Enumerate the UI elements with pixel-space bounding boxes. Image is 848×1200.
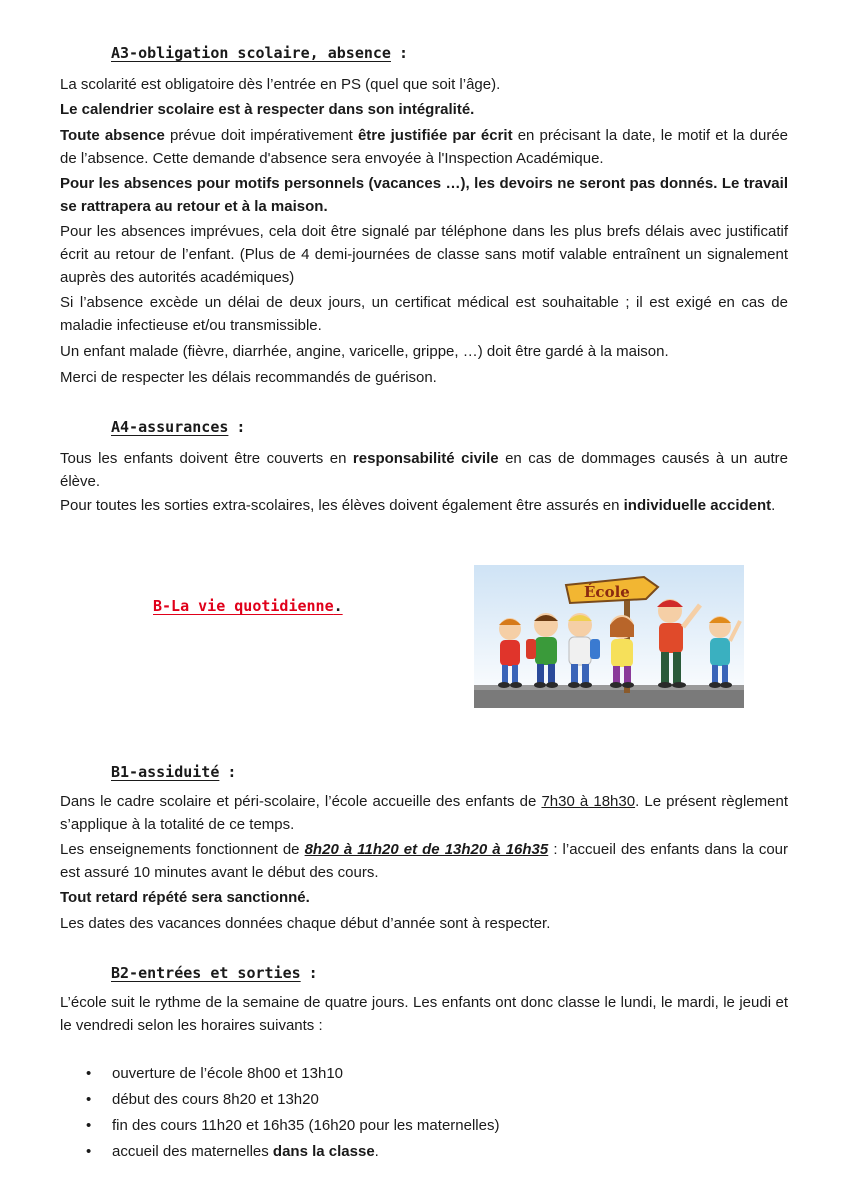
paragraph (60, 494, 788, 517)
paragraph: Un enfant malade (fièvre, diarrhée, angine, varicelle, grippe, …) doit être gardé à la maison. (60, 343, 669, 360)
heading-colon: : (398, 44, 408, 62)
text: Dans le cadre scolaire et péri-scolaire, l’école accueille des enfants de (60, 793, 542, 810)
heading-b (153, 597, 343, 615)
paragraph: Merci de respecter les délais recommandés de guérison. (60, 369, 437, 386)
list-item-text: ouverture de l’école 8h00 et 13h10 (112, 1065, 344, 1082)
bullet: • (86, 1065, 92, 1082)
list-item-text: début des cours 8h20 et 13h20 (112, 1091, 319, 1108)
paragraph: Si l’absence excède un délai de deux jours, un certificat médical est souhaitable ; il est exigé en cas de maladie infectieuse et/ou transmissible. (60, 294, 788, 334)
sign-text: École (584, 583, 630, 601)
school-children-illustration (474, 565, 744, 708)
text: en cas de dommages causés à un autre élève. (60, 450, 789, 490)
bullet: • (86, 1091, 92, 1108)
paragraph-bold: Tout retard répété sera sanctionné. (60, 889, 310, 906)
text: prévue doit impérativement (164, 127, 358, 144)
heading-b-dot: . (333, 597, 343, 615)
underlined-text: 7h30 à 18h30 (541, 793, 636, 810)
heading-a3-title: A3-obligation scolaire, absence (111, 44, 391, 62)
heading-a4-title: A4-assurances (111, 418, 229, 436)
heading-colon: : (308, 964, 318, 982)
bullet: • (86, 1117, 92, 1134)
paragraph: Pour les absences imprévues, cela doit être signalé par téléphone dans les plus brefs délais avec justificatif écrit au retour de l’enfant. (Plus de 4 demi-journées de classe sans motif valable entraînent un signalement auprès des autorités académiques) (60, 223, 788, 286)
text: . (374, 1143, 379, 1160)
text: Les enseignements fonctionnent de (60, 841, 305, 858)
paragraph: La scolarité est obligatoire dès l’entrée en PS (quel que soit l’âge). (60, 76, 501, 93)
bold-text: Toute absence (60, 127, 165, 144)
heading-b2 (111, 964, 318, 982)
bold-text: individuelle accident (623, 497, 772, 514)
paragraph-bold: Pour les absences pour motifs personnels (vacances …), les devoirs ne seront pas donnés. Le travail se rattrapera au retour et à la maison. (60, 175, 788, 215)
text: Pour toutes les sorties extra-scolaires, les élèves doivent également être assurés en (60, 497, 624, 514)
text: . (771, 497, 776, 514)
text: Tous les enfants doivent être couverts en (60, 450, 353, 467)
bold-text: être justifiée par écrit (357, 127, 513, 144)
heading-colon: : (227, 763, 237, 781)
heading-b1 (111, 763, 236, 781)
bold-text: responsabilité civile (352, 450, 499, 467)
list-item-text: fin des cours 11h20 et 16h35 (16h20 pour les maternelles) (112, 1117, 500, 1134)
list-item-text (112, 1140, 379, 1163)
paragraph (60, 124, 788, 170)
text: accueil des maternelles (112, 1143, 273, 1160)
heading-b1-title: B1-assiduité (111, 763, 220, 781)
text: . Le présent règlement s’applique à la totalité de ce temps. (60, 793, 788, 833)
heading-a3 (111, 44, 408, 62)
paragraph: Les dates des vacances données chaque début d’année sont à respecter. (60, 915, 551, 932)
paragraph (60, 838, 788, 884)
heading-a4 (111, 418, 245, 436)
paragraph (60, 447, 788, 493)
paragraph: L’école suit le rythme de la semaine de quatre jours. Les enfants ont donc classe le lundi, le mardi, le jeudi et le vendredi selon les horaires suivants : (60, 994, 788, 1034)
bold-italic-text: 8h20 à 11h20 et de 13h20 à 16h35 (304, 841, 549, 858)
heading-b-title: B-La vie quotidienne (153, 597, 334, 615)
heading-b2-title: B2-entrées et sorties (111, 964, 301, 982)
bold-text: dans la classe (272, 1143, 375, 1160)
text: en précisant la date, le motif et la durée de l’absence. Cette demande d'absence sera envoyée à l'Inspection Académique. (60, 127, 789, 167)
paragraph-bold: Le calendrier scolaire est à respecter dans son intégralité. (60, 101, 475, 118)
paragraph (60, 790, 788, 836)
bullet: • (86, 1143, 92, 1160)
heading-colon: : (236, 418, 246, 436)
text: : l’accueil des enfants dans la cour est assuré 10 minutes avant le début des cours. (60, 841, 788, 881)
